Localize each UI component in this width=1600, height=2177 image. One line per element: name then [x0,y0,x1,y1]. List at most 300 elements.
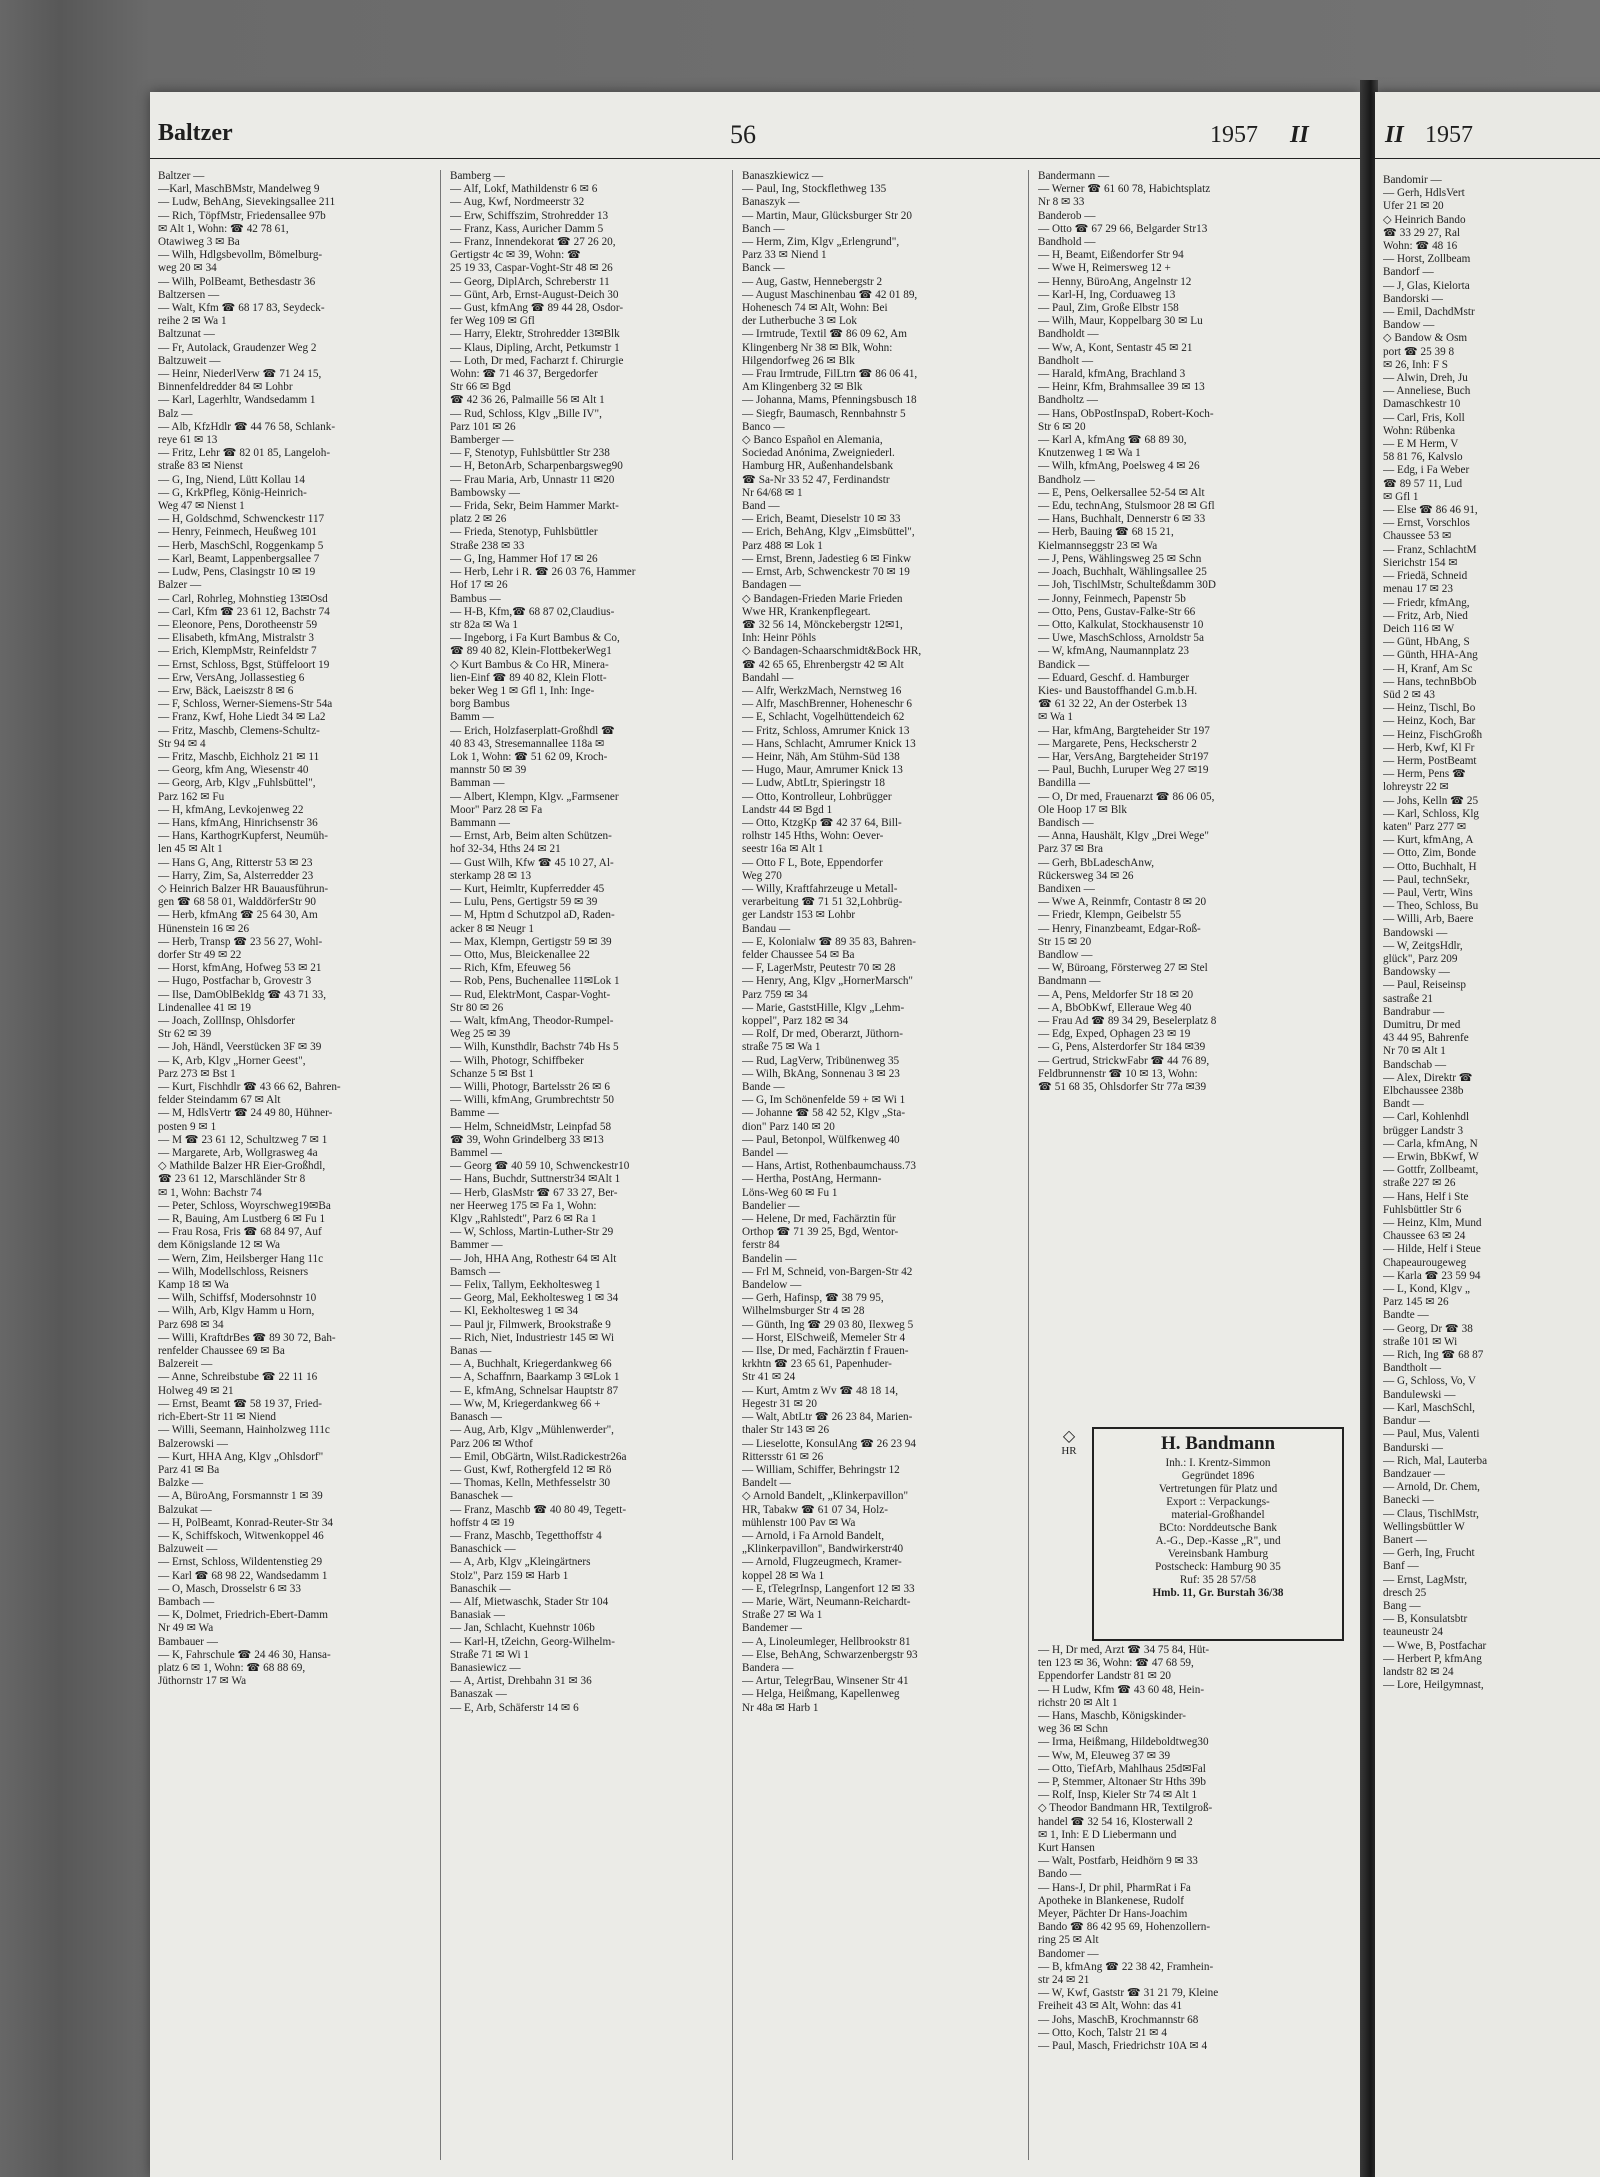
directory-entry-line: Apotheke in Blankenese, Rudolf [1038,1894,1185,1907]
directory-entry-line: — Otto F L, Bote, Eppendorfer [742,856,883,869]
directory-entry-line: — Franz, Maschb ☎ 40 80 49, Tegett- [450,1503,627,1516]
directory-entry-line: handel ☎ 32 54 16, Klosterwall 2 [1038,1815,1193,1828]
directory-entry-line: — Karl A, kfmAng ☎ 68 89 30, [1038,434,1187,447]
directory-entry-line: — Hilde, Helf i Steue [1383,1243,1481,1256]
directory-entry-line: — Albert, Klempn, Klgv. „Farmsener [450,790,619,803]
directory-entry-line: rolhstr 145 Hths, Wohn: Oever- [742,830,884,843]
directory-entry-line: — Otto, TiefArb, Mahlhaus 25d✉Fal [1038,1762,1206,1775]
directory-entry-line: Landstr 44 ✉ Bgd 1 [742,803,833,816]
directory-entry-line: ◇ Heinrich Balzer HR Bauausführun- [158,882,329,895]
directory-entry-line: — A, Pens, Meldorfer Str 18 ✉ 20 [1038,988,1194,1001]
directory-entry-line: — Margarete, Pens, Heckscherstr 2 [1038,737,1197,750]
directory-entry-line: Wohn: Rübenka [1383,424,1456,437]
directory-entry-line: — H Ludw, Kfm ☎ 43 60 48, Hein- [1038,1683,1205,1696]
directory-entry-line: — Otto, Zim, Bonde [1383,847,1476,860]
directory-entry-line: Balzer — [158,579,202,592]
directory-entry-line: — L, Kond, Klgv „ [1383,1283,1471,1296]
right-header-year: 1957 [1425,122,1473,148]
directory-entry-line: Bandagen — [742,579,801,592]
directory-entry-line: — Fritz, Maschb, Clemens-Schultz- [158,724,320,737]
directory-entry-line: Banasiak — [450,1609,505,1622]
directory-entry-line: — Lieselotte, KonsulAng ☎ 26 23 94 [742,1437,916,1450]
directory-entry-line: Binnenfeldredder 84 ✉ Lohbr [158,381,293,394]
directory-entry-line: — Ernst, Beamt ☎ 58 19 37, Fried- [158,1397,323,1410]
directory-entry-line: Damaschkestr 10 [1383,398,1461,411]
directory-entry-line: — Werner ☎ 61 60 78, Habichtsplatz [1038,183,1211,196]
directory-entry-line: — Johs, Kelln ☎ 25 [1383,794,1479,807]
directory-entry-line: — Aug, Kwf, Nordmeerstr 32 [450,196,585,209]
directory-entry-line: — Herb, MaschSchl, Roggenkamp 5 [158,539,324,552]
directory-entry-line: — Heinz, Tischl, Bo [1383,702,1476,715]
directory-entry-line: — Ernst, LagMstr, [1383,1573,1468,1586]
directory-entry-line: weg 36 ✉ Schn [1038,1723,1108,1736]
directory-entry-line: — Hans, Schlacht, Amrumer Knick 13 [742,737,916,750]
directory-entry-line: — Ingeborg, i Fa Kurt Bambus & Co, [450,632,620,645]
ad-text-line: Postscheck: Hamburg 90 35 [1155,1561,1281,1573]
directory-entry-line: Weg 25 ✉ 39 [450,1028,511,1041]
directory-entry-line: — Wwe, B, Postfachar [1383,1639,1487,1652]
directory-entry-line: Bandelier — [742,1199,800,1212]
directory-entry-line: Bandholz — [1038,473,1095,486]
directory-entry-line: — Ernst, Schloss, Wildentenstieg 29 [158,1556,323,1569]
directory-entry-line: — Walt, Kfm ☎ 68 17 83, Seydeck- [158,302,325,315]
directory-entry-line: Baltzunat — [158,328,215,341]
directory-entry-line: — A, BüroAng, Forsmannstr 1 ✉ 39 [158,1490,323,1503]
directory-entry-line: Löns-Weg 60 ✉ Fu 1 [742,1186,838,1199]
directory-entry-line: — Franz, Kass, Auricher Damm 5 [450,222,604,235]
directory-entry-line: Parz 101 ✉ 26 [450,420,516,433]
directory-entry-line: — Willi, Photogr, Bartelsstr 26 ✉ 6 [450,1081,610,1094]
directory-entry-line: Wohn: ☎ 48 16 [1383,240,1458,253]
directory-entry-line: — Georg, kfm Ang, Wiesenstr 40 [158,764,309,777]
directory-entry-line: Nr 49 ✉ Wa [158,1622,214,1635]
directory-entry-line: ☎ 89 40 82, Klein-FlottbekerWeg1 [450,645,612,658]
directory-entry-line: koppel 28 ✉ Wa 1 [742,1569,825,1582]
directory-entry-line: — Arnold, Flugzeugmech, Kramer- [742,1556,902,1569]
directory-entry-line: — Georg, Arb, Klgv „Fuhlsbüttel", [158,777,316,790]
directory-entry-line: — A, Buchhalt, Kriegerdankweg 66 [450,1358,612,1371]
directory-entry-line: — Wilh, Schiffsf, Modersohnstr 10 [158,1292,317,1305]
directory-entry-line: Bammel — [450,1147,502,1160]
directory-entry-line: — Wilh, PolBeamt, Bethesdastr 36 [158,275,316,288]
directory-entry-line: Dumitru, Dr med [1383,1019,1461,1031]
directory-entry-line: — Paul, technSekr, [1383,873,1470,886]
directory-entry-line: — Paul, Betonpol, Wülfkenweg 40 [742,1133,900,1146]
directory-entry-line: Parz 33 ✉ Niend 1 [742,249,827,262]
directory-entry-line: Fuhlsbüttler Str 6 [1383,1203,1462,1216]
directory-entry-line: Bandick — [1038,658,1090,671]
directory-entry-line: — M, Hptm d Schutzpol aD, Raden- [450,909,615,922]
directory-entry-line: — Herm, PostBeamt [1383,754,1477,767]
directory-entry-line: weg 20 ✉ 34 [158,262,217,275]
directory-entry-line: — H, Dr med, Arzt ☎ 34 75 84, Hüt- [1038,1644,1210,1656]
directory-entry-line: — Ernst, Arb, Schwenckestr 70 ✉ 19 [742,566,910,579]
directory-entry-line: Bandau — [742,922,791,935]
directory-entry-line: dion" Parz 140 ✉ 20 [742,1120,835,1133]
directory-entry-line: Bandulewski — [1383,1388,1456,1401]
directory-entry-line: — Hans, Artist, Rothenbaumchauss.73 [742,1160,917,1173]
directory-entry-line: — Marie, Wärt, Neumann-Reichardt- [742,1595,911,1608]
directory-entry-line: Parz 759 ✉ 34 [742,988,808,1001]
directory-entry-line: Bandorf — [1383,266,1434,279]
directory-entry-line: richstr 20 ✉ Alt 1 [1038,1696,1118,1709]
directory-entry-line: ✉ Alt 1, Wohn: ☎ 42 78 61, [158,222,289,235]
directory-entry-line: Str 66 ✉ Bgd [450,381,511,394]
directory-entry-line: Wwe HR, Krankenpflegeart. [742,605,871,618]
directory-entry-line: — Joh, HHA Ang, Rothestr 64 ✉ Alt [450,1252,617,1265]
directory-entry-line: — Artur, TelegrBau, Winsener Str 41 [742,1675,909,1688]
directory-entry-line: — Joach, Buchhalt, Wählingsallee 25 [1038,566,1207,579]
directory-entry-line: Bandomer — [1038,1947,1099,1960]
directory-entry-line: — Fritz, Lehr ☎ 82 01 85, Langeloh- [158,447,331,460]
directory-entry-line: platz 2 ✉ 26 [450,513,507,526]
directory-entry-line: Bamme — [450,1107,499,1120]
directory-entry-line: Bandhold — [1038,236,1096,249]
directory-entry-line: — Hans, Buchhalt, Dennerstr 6 ✉ 33 [1038,513,1206,526]
directory-entry-line: — F, Schloss, Werner-Siemens-Str 54a [158,698,333,711]
directory-entry-line: — O, Masch, Drosselstr 6 ✉ 33 [158,1582,301,1595]
directory-entry-line: Banaszkiewicz — [742,170,824,182]
directory-entry-line: — Karl-H, tZeichn, Georg-Wilhelm- [450,1635,615,1648]
directory-entry-line: Bammann — [450,816,510,829]
directory-entry-line: — Willi, KraftdrBes ☎ 89 30 72, Bah- [158,1331,336,1344]
directory-entry-line: — Erwin, BbKwf, W [1383,1151,1479,1164]
directory-entry-line: — Johanna, Mams, Pfenningsbusch 18 [742,394,917,407]
directory-entry-line: — Wilh, kfmAng, Poelsweg 4 ✉ 26 [1038,460,1200,473]
directory-entry-line: — Jonny, Feinmech, Papenstr 5b [1038,592,1186,605]
directory-entry-line: — H-B, Kfm,☎ 68 87 02,Claudius- [450,605,615,618]
directory-entry-line: — Max, Klempn, Gertigstr 59 ✉ 39 [450,935,612,948]
directory-entry-line: — Otto, Buchhalt, H [1383,860,1477,873]
directory-entry-line: straße 227 ✉ 26 [1383,1177,1456,1190]
directory-entry-line: — Ernst, Arb, Beim alten Schützen- [450,830,612,843]
directory-entry-line: dorfer Str 49 ✉ 22 [158,948,242,961]
right-header-rule [1375,158,1600,159]
directory-entry-line: — Herb, Transp ☎ 23 56 27, Wohl- [158,935,323,948]
directory-entry-line: — Horst, kfmAng, Hofweg 53 ✉ 21 [158,962,322,975]
page-header [150,112,1360,159]
directory-entry-line: reye 61 ✉ 13 [158,434,218,447]
directory-entry-line: — Paul, Reiseinsp [1383,979,1466,992]
directory-entry-line: — Fritz, Maschb, Eichholz 21 ✉ 11 [158,750,320,763]
directory-entry-line: Straße 238 ✉ 33 [450,539,525,552]
directory-entry-line: — Gerh, Ing, Frucht [1383,1547,1475,1560]
directory-entry-line: — Paul, Masch, Friedrichstr 10A ✉ 4 [1038,2040,1208,2053]
directory-entry-line: — Rich, Kfm, Efeuweg 56 [450,962,571,975]
directory-entry-line: — Wilh, Modellschloss, Reisners [158,1265,309,1278]
directory-entry-line: ◇ Kurt Bambus & Co HR, Minera- [450,658,609,671]
directory-entry-line: — Willi, Seemann, Hainholzweg 111c [158,1424,330,1437]
directory-entry-line: lohreystr 22 ✉ [1383,781,1449,794]
directory-entry-line: — Erw, Schiffszim, Strohredder 13 [450,209,609,222]
directory-entry-line: — Gerh, Hafinsp, ☎ 38 79 95, [742,1292,884,1305]
directory-entry-line: — G, KrkPfleg, König-Heinrich- [158,486,307,499]
directory-entry-line: Band — [742,500,780,513]
directory-entry-line: Inh: Heinr Pöhls [742,632,816,645]
column-3 [742,170,1012,2160]
directory-entry-line: — Henny, BüroAng, Angelnstr 12 [1038,275,1192,288]
directory-entry-line: — Carl, Kfm ☎ 23 61 12, Bachstr 74 [158,605,330,618]
directory-entry-line: Banaschek — [450,1490,513,1503]
directory-entry-line: Kielmannseggstr 23 ✉ Wa [1038,539,1158,552]
directory-entry-line: — Arnold, i Fa Arnold Bandelt, [742,1529,885,1542]
directory-entry-line: — K, Fahrschule ☎ 24 46 30, Hansa- [158,1648,331,1661]
directory-entry-line: ☎ 51 68 35, Ohlsdorfer Str 77a ✉39 [1038,1081,1207,1094]
directory-entry-line: — E M Herm, V [1383,438,1459,451]
directory-entry-line: Bambach — [158,1595,215,1608]
advertisement-box [1092,1427,1344,1641]
directory-entry-line: Bamberger — [450,434,514,447]
directory-entry-line: Nr 64/68 ✉ 1 [742,486,803,499]
directory-entry-line: Deich 116 ✉ W [1383,622,1455,635]
directory-entry-line: — W, Kwf, Gaststr ☎ 31 21 79, Kleine [1038,1987,1219,2000]
directory-entry-line: — Frau Irmtrude, FilLtrn ☎ 86 06 41, [742,368,918,381]
directory-entry-line: Hohenesch 74 ✉ Alt, Wohn: Bei [742,302,888,315]
directory-entry-line: Balzukat — [158,1503,212,1516]
directory-entry-line: — Willi, Arb, Baere [1383,913,1474,926]
directory-entry-line: — Ludw, AbtLtr, Spieringstr 18 [742,777,886,790]
directory-entry-line: — Walt, Postfarb, Heidhörn 9 ✉ 33 [1038,1855,1198,1868]
directory-entry-line: — B, Konsulatsbtr [1383,1613,1468,1626]
directory-entry-line: — Wilh, Photogr, Schiffbeker [450,1054,584,1067]
directory-entry-line: — Hans, KarthogrKupferst, Neumüh- [158,830,328,843]
directory-entry-line: Bandixen — [1038,882,1095,895]
directory-entry-line: ◇ Mathilde Balzer HR Eier-Großhdl, [158,1160,326,1173]
directory-entry-line: — Peter, Schloss, Woyrschweg19✉Ba [158,1199,331,1212]
directory-entry-line: Banaschik — [450,1582,511,1595]
directory-entry-line: — Lore, Heilgymnast, [1383,1679,1484,1692]
directory-entry-line: Rittersstr 61 ✉ 26 [742,1450,824,1463]
directory-entry-line: ◇ Bandow & Osm [1383,332,1468,345]
column-divider [1028,170,1029,2160]
directory-entry-line: rich-Ebert-Str 11 ✉ Niend [158,1411,277,1424]
directory-entry-line: felder Steindamm 67 ✉ Alt [158,1094,281,1107]
directory-entry-line: Bandrabur — [1383,1005,1445,1018]
directory-entry-line: — Paul jr, Filmwerk, Brookstraße 9 [450,1318,611,1331]
directory-entry-line: Lok 1, Wohn: ☎ 51 62 09, Kroch- [450,750,608,763]
directory-entry-line: — Carl, Kohlenhdl [1383,1111,1470,1124]
directory-entry-line: ger Landstr 153 ✉ Lohbr [742,909,856,922]
directory-entry-line: — Wilh, Kunsthdlr, Bachstr 74b Hs 5 [450,1041,619,1054]
directory-entry-line: — H, PolBeamt, Konrad-Reuter-Str 34 [158,1516,334,1529]
directory-entry-line: str 82a ✉ Wa 1 [450,618,518,631]
directory-entry-line: ✉ Gfl 1 [1383,490,1419,503]
directory-entry-line: platz 6 ✉ 1, Wohn: ☎ 68 88 69, [158,1661,306,1674]
directory-entry-line: — Hans, Helf i Ste [1383,1190,1469,1203]
directory-entry-line: — Alwin, Dreh, Ju [1383,372,1468,385]
directory-entry-line: — Karl-H, Ing, Corduaweg 13 [1038,288,1176,301]
directory-entry-line: Straße 27 ✉ Wa 1 [742,1609,823,1622]
directory-entry-line: — Harry, Elektr, Strohredder 13✉Blk [450,328,620,341]
directory-entry-line: — Ludw, Pens, Clasingstr 10 ✉ 19 [158,566,316,579]
directory-entry-line: — Johanne ☎ 58 42 52, Klgv „Sta- [742,1107,906,1120]
directory-entry-line: — A, Schaffnrn, Baarkamp 3 ✉Lok 1 [450,1371,620,1384]
header-part: II [1290,122,1309,148]
directory-entry-line: — O, Dr med, Frauenarzt ☎ 86 06 05, [1038,790,1215,803]
directory-entry-line: Banaschick — [450,1543,516,1556]
directory-entry-line: — Rich, Niet, Industriestr 145 ✉ Wi [450,1331,615,1344]
directory-entry-line: — Ludw, BehAng, Sievekingsallee 211 [158,196,336,209]
directory-entry-line: Str 94 ✉ 4 [158,737,206,750]
directory-entry-line: — E, Kolonialw ☎ 89 35 83, Bahren- [742,935,916,948]
directory-entry-line: Banert — [1383,1533,1427,1546]
directory-entry-line: — Felix, Tallym, Eekholtesweg 1 [450,1279,601,1292]
directory-entry-line: Bandholtz — [1038,394,1098,407]
column-1 [158,170,428,2160]
directory-entry-line: reihe 2 ✉ Wa 1 [158,315,227,328]
directory-entry-line: fer Weg 109 ✉ Gfl [450,315,535,328]
directory-entry-line: ☎ 32 56 14, Mönckebergstr 12✉1, [742,618,903,631]
directory-entry-line: — Uwe, MaschSchloss, Arnoldstr 5a [1038,632,1204,645]
directory-entry-line: Bandlow — [1038,948,1093,961]
directory-entry-line: — Aug, Gastw, Hennebergstr 2 [742,275,883,288]
directory-entry-line: — Gust, kfmAng ☎ 89 44 28, Osdor- [450,302,624,315]
directory-entry-line: — Edu, technAng, Stulsmoor 28 ✉ Gfl [1038,500,1215,513]
directory-entry-line: — Edg, Exped, Ophagen 23 ✉ 19 [1038,1028,1191,1041]
directory-entry-line: — Ww, M, Eleuweg 37 ✉ 39 [1038,1749,1171,1762]
directory-entry-line: ◇ Bandagen-Schaarschmidt&Bock HR, [742,645,922,658]
directory-entry-line: — Klaus, Dipling, Archt, Petkumstr 1 [450,341,620,354]
directory-entry-line: Parz 41 ✉ Ba [158,1463,220,1476]
diamond-icon: ◇ [1062,1428,1076,1445]
directory-entry-line: — Frieda, Stenotyp, Fuhlsbüttler [450,526,598,539]
directory-entry-line: mühlenstr 100 Pav ✉ Wa [742,1516,856,1529]
ad-address: Hmb. 11, Gr. Burstah 36/38 [1152,1587,1284,1599]
directory-entry-line: — Kurt, HHA Ang, Klgv „Ohlsdorf" [158,1450,324,1463]
directory-entry-line: — Rolf, Dr med, Oberarzt, Jüthorn- [742,1028,903,1041]
directory-entry-line: Bandzauer — [1383,1467,1445,1480]
directory-entry-line: — Rud, Schloss, Klgv „Bille IV", [450,407,602,420]
directory-entry-line: — Thomas, Kelln, Methfesselstr 30 [450,1477,611,1490]
directory-entry-line: Sociedad Anónima, Zweigniederl. [742,447,895,460]
directory-entry-line: — Aug, Arb, Klgv „Mühlenwerder", [450,1424,614,1437]
ad-lines [1094,1457,1342,1587]
directory-entry-line: Bandur — [1383,1415,1430,1428]
directory-entry-line: Bandilla — [1038,777,1090,790]
directory-entry-line: — K, Dolmet, Friedrich-Ebert-Damm [158,1609,328,1622]
directory-entry-line: krkhtn ☎ 23 65 61, Papenhuder- [742,1358,892,1371]
directory-entry-line: — Gertrud, StrickwFabr ☎ 44 76 89, [1038,1054,1210,1067]
ad-text-line: Gegründet 1896 [1181,1470,1255,1482]
directory-entry-line: — Carl, Fris, Koll [1383,411,1465,424]
directory-entry-line: — G, Ing, Niend, Lütt Kollau 14 [158,473,305,486]
directory-entry-line: straße 101 ✉ Wi [1383,1335,1458,1348]
directory-entry-line: ☎ 61 32 22, An der Osterbek 13 [1038,698,1187,711]
directory-entry-line: — Gerh, BbLadeschAnw, [1038,856,1155,869]
directory-entry-line: ◇ Theodor Bandmann HR, Textilgroß- [1038,1802,1213,1815]
directory-entry-line: Bandelt — [742,1477,791,1490]
ad-text-line: Export :: Verpackungs- [1166,1496,1270,1508]
directory-entry-line: straße 75 ✉ Wa 1 [742,1041,821,1054]
directory-entry-line: Bandmann — [1038,975,1101,988]
directory-entry-line: ✉ Wa 1 [1038,711,1073,724]
ad-marker [1054,1430,1084,1458]
directory-entry-line: Elbchaussee 238b [1383,1085,1464,1098]
directory-entry-line: — A, Linoleumleger, Hellbrookstr 81 [742,1635,911,1648]
directory-entry-line: straße 83 ✉ Nienst [158,460,243,473]
directory-entry-line: — Anneliese, Buch [1383,385,1471,398]
directory-entry-line: — Herb, GlasMstr ☎ 67 33 27, Ber- [450,1186,618,1199]
directory-entry-line: — Marie, GaststHille, Klgv „Lehm- [742,1001,905,1014]
directory-entry-line: — Rich, TöpfMstr, Friedensallee 97b [158,209,326,222]
directory-entry-line: — Anna, Haushält, Klgv „Drei Wege" [1038,830,1209,843]
directory-entry-line: — Herbert P, kfmAng [1383,1652,1482,1665]
directory-entry-line: teauneustr 24 [1383,1626,1443,1639]
directory-entry-line: — Kurt, Fischhdlr ☎ 43 66 62, Bahren- [158,1081,341,1094]
directory-entry-line: — Alfr, MaschBrenner, Hoheneschr 6 [742,698,912,711]
directory-entry-line: — Wern, Zim, Heilsberger Hang 11c [158,1252,324,1265]
directory-entry-line: — Paul, Ing, Stockflethweg 135 [742,183,887,196]
column-divider [440,170,441,2160]
directory-entry-line: — Karl, Schloss, Klg [1383,807,1480,820]
header-year: 1957 [1210,122,1258,148]
directory-entry-line: — Friedr, Klempn, Geibelstr 55 [1038,909,1182,922]
directory-entry-line: Banderob — [1038,209,1096,222]
directory-entry-line: Str 41 ✉ 24 [742,1371,796,1384]
directory-entry-line: — Herb, Kwf, Kl Fr [1383,741,1475,754]
directory-entry-line: — Hugo, Postfachar b, Grovestr 3 [158,975,312,988]
directory-entry-line: Bandowski — [1383,926,1448,939]
directory-entry-line: Hegestr 31 ✉ 20 [742,1397,817,1410]
directory-entry-line: Balzke — [158,1477,204,1490]
directory-entry-line: Bande — [742,1081,785,1094]
directory-entry-line: — Horst, Zollbeam [1383,253,1471,266]
directory-entry-line: ☎ 42 65 65, Ehrenbergstr 42 ✉ Alt [742,658,904,671]
directory-entry-line: — Hans, Maschb, Königskinder- [1038,1710,1186,1723]
directory-entry-line: ferstr 84 [742,1239,780,1252]
directory-entry-line: — Emil, ObGärtn, Wilst.Radickestr26a [450,1450,627,1463]
directory-entry-line: — Har, kfmAng, Bargteheider Str 197 [1038,724,1210,737]
directory-entry-line: ◇ Banco Español en Alemania, [742,434,883,447]
directory-entry-line: — Elisabeth, kfmAng, Mistralstr 3 [158,632,314,645]
directory-entry-line: seestr 16a ✉ Alt 1 [742,843,824,856]
directory-page [150,92,1360,2177]
directory-entry-line: — Hugo, Maur, Amrumer Knick 13 [742,764,903,777]
directory-entry-line: renfelder Chaussee 69 ✉ Ba [158,1345,285,1358]
directory-entry-line: — Walt, AbtLtr ☎ 26 23 84, Marien- [742,1411,913,1424]
directory-entry-line: — Heinr, NiederlVerw ☎ 71 24 15, [158,368,322,381]
directory-entry-line: — Paul, Zim, Große Elbstr 158 [1038,302,1179,315]
directory-entry-line: — Kurt, kfmAng, A [1383,834,1474,847]
directory-entry-line: Wilhelmsburger Str 4 ✉ 28 [742,1305,865,1318]
directory-entry-line: — Alf, Mietwaschk, Stader Str 104 [450,1595,609,1608]
directory-entry-line: — Joh, Händl, Veerstücken 3F ✉ 39 [158,1041,322,1054]
directory-entry-line: — Fr, Autolack, Graudenzer Weg 2 [158,341,317,354]
directory-entry-line: Chaussee 53 ✉ [1383,530,1452,543]
directory-entry-line: — W, kfmAng, Naumannplatz 23 [1038,645,1190,658]
column-divider [732,170,733,2160]
directory-entry-line: HR, Tabakw ☎ 61 07 34, Holz- [742,1503,888,1516]
directory-entry-line: sastraße 21 [1383,992,1434,1005]
directory-entry-line: — Helga, Heißmang, Kapellenweg [742,1688,900,1701]
directory-entry-line: acker 8 ✉ Neugr 1 [450,922,534,935]
directory-entry-line: Parz 37 ✉ Bra [1038,843,1103,856]
directory-entry-line: — Erich, KlempMstr, Reinfeldstr 7 [158,645,317,658]
directory-entry-line: — A, Arb, Klgv „Kleingärtners [450,1556,591,1569]
directory-entry-line: — Otto, Mus, Bleickenallee 22 [450,948,590,961]
directory-entry-line: Bandelow — [742,1279,802,1292]
directory-entry-line: Bamsch — [450,1265,501,1278]
directory-entry-line: — Karl, MaschSchl, [1383,1401,1475,1414]
ad-text-line: A.-G., Dep.-Kasse „R", und [1155,1535,1281,1547]
directory-entry-line: — H, Goldschmd, Schwenckestr 117 [158,513,325,526]
directory-entry-line: Hünenstein 16 ✉ 26 [158,922,250,935]
directory-entry-line: Otawiweg 3 ✉ Ba [158,236,240,249]
directory-entry-line: — Erich, Beamt, Dieselstr 10 ✉ 33 [742,513,901,526]
directory-entry-line: — Otto, Kalkulat, Stockhausenstr 10 [1038,618,1204,631]
directory-entry-line: — Heinr, Kfm, Brahmsallee 39 ✉ 13 [1038,381,1205,394]
directory-entry-line: — K, Schiffskoch, Witwenkoppel 46 [158,1529,324,1542]
